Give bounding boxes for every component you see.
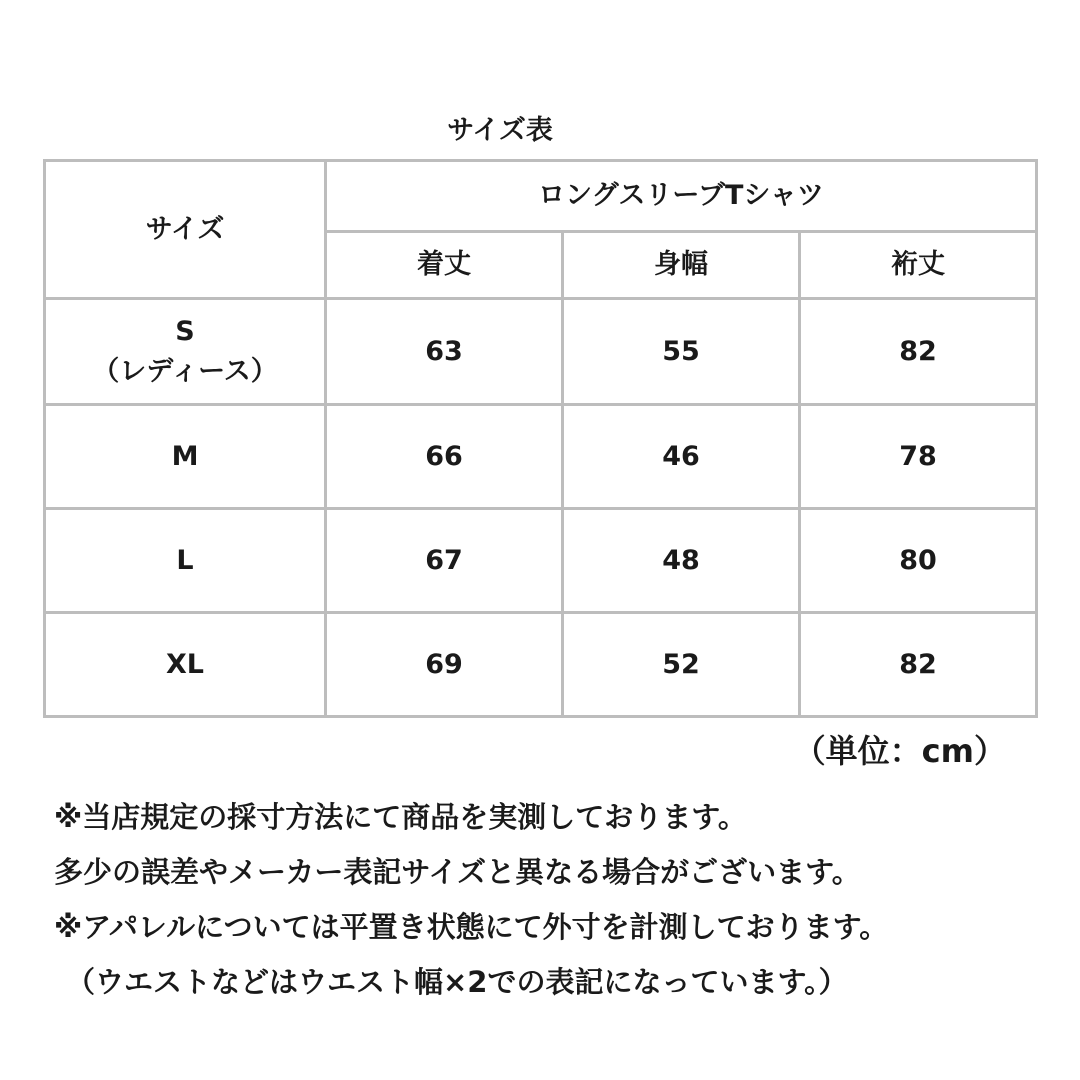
size-label: L — [45, 509, 326, 613]
value-cell: 46 — [563, 405, 800, 509]
value-cell: 82 — [800, 613, 1037, 717]
size-label: XL — [45, 613, 326, 717]
value-cell: 78 — [800, 405, 1037, 509]
value-cell: 55 — [563, 299, 800, 405]
size-label: M — [45, 405, 326, 509]
column-header-length: 着丈 — [326, 232, 563, 299]
column-header-width: 身幅 — [563, 232, 800, 299]
size-note: （レディース） — [92, 355, 278, 387]
column-header-sleeve: 裄丈 — [800, 232, 1037, 299]
size-cell — [45, 299, 326, 405]
unit-label: （単位：cm） — [793, 732, 1006, 770]
value-cell: 63 — [326, 299, 563, 405]
note-line: ※当店規定の採寸方法にて商品を実測しております。 — [54, 800, 747, 834]
size-table — [43, 159, 1038, 718]
value-cell: 82 — [800, 299, 1037, 405]
table-row — [45, 509, 1037, 613]
notes — [54, 790, 1064, 1010]
size-label: S — [175, 316, 195, 348]
value-cell: 52 — [563, 613, 800, 717]
value-cell: 80 — [800, 509, 1037, 613]
page-title: サイズ表 — [447, 115, 553, 146]
value-cell: 66 — [326, 405, 563, 509]
value-cell: 67 — [326, 509, 563, 613]
size-column-header: サイズ — [45, 161, 326, 299]
product-name-header: ロングスリーブTシャツ — [326, 161, 1037, 232]
value-cell: 69 — [326, 613, 563, 717]
table-row — [45, 405, 1037, 509]
value-cell: 48 — [563, 509, 800, 613]
note-line: ※アパレルについては平置き状態にて外寸を計測しております。 — [54, 910, 889, 944]
table-row — [45, 613, 1037, 717]
table-row — [45, 299, 1037, 405]
note-line: 多少の誤差やメーカー表記サイズと異なる場合がございます。 — [54, 855, 861, 889]
note-line: （ウエストなどはウエスト幅×2での表記になっています。） — [66, 965, 848, 999]
